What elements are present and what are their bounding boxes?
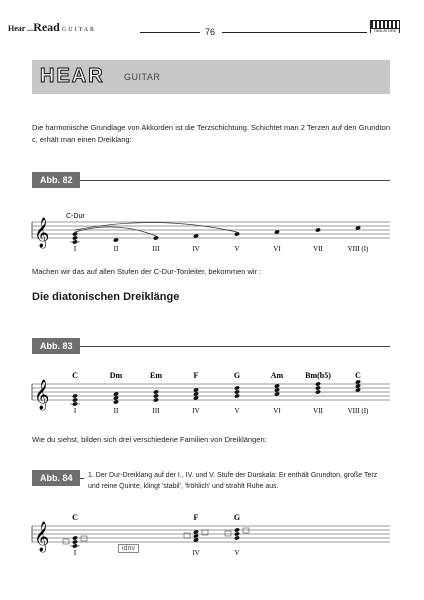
logo-text: TABLATURE (371, 28, 399, 33)
triad-3-fifth (153, 389, 159, 394)
degree-82-8: VIII (I) (347, 245, 369, 253)
scale-note-7 (315, 227, 321, 232)
degree-82-3: III (152, 245, 160, 253)
degree-84-3: V (234, 549, 240, 557)
triad-1-root (72, 401, 78, 406)
brand-read: Read (33, 20, 60, 34)
chord-symbol-83-4: F (193, 371, 199, 380)
triad-5-fifth (234, 385, 240, 390)
degree-82-1: I (73, 245, 77, 253)
degree-83-3: III (152, 407, 160, 415)
major-triad-3-root (234, 535, 240, 540)
brand-guitar: GUITAR (61, 27, 97, 33)
degree-83-7: VII (313, 407, 323, 415)
key-label: C-Dur (66, 213, 85, 220)
figure-label-84: Abb. 84 (32, 470, 80, 486)
degree-82-6: VI (273, 245, 281, 253)
chord-symbol-83-8: C (355, 371, 361, 380)
major-triad-1-root (72, 543, 78, 548)
paragraph-after-82: Machen wir das auf allen Stufen der C-Dur-Tonleiter, bekommen wir : (32, 267, 262, 276)
intro-paragraph: Die harmonische Grundlage von Akkorden ist die Terzschichtung. Schichtet man 2 Terzen auf den Grundton c, erhält man einen Dreiklang: (32, 123, 390, 144)
banner-subtitle: GUITAR (124, 72, 161, 82)
interval-box-left (63, 539, 69, 544)
root-stack-third (72, 235, 78, 240)
chord-symbol-83-2: Dm (109, 371, 123, 380)
interval-box-right (81, 536, 87, 541)
major-triad-3-fifth (234, 527, 240, 532)
triad-1-third (72, 397, 78, 402)
degree-83-8: VIII (I) (347, 407, 369, 415)
scale-note-3 (153, 235, 159, 240)
chord-symbol-83-5: G (233, 371, 241, 380)
banner-title: HEAR (40, 65, 105, 87)
treble-clef-icon: 𝄞 (34, 218, 50, 248)
chord-symbol-83-3: Em (150, 371, 162, 380)
triad-3-third (153, 393, 159, 398)
degree-82-5: V (234, 245, 240, 253)
major-triad-1-fifth (72, 535, 78, 540)
chord-symbol-83-6: Am (270, 371, 284, 380)
root-stack-fifth (72, 231, 78, 236)
degree-84-1: I (73, 549, 77, 557)
major-triad-3-third (234, 531, 240, 536)
scale-note-5 (234, 231, 240, 236)
degree-82-4: IV (192, 245, 200, 253)
chord-symbol-83-7: Bm(b5) (305, 371, 331, 380)
major-triad-1-third (72, 539, 78, 544)
degree-83-4: IV (192, 407, 200, 415)
triad-5-third (234, 389, 240, 394)
degree-83-1: I (73, 407, 77, 415)
interval-box-right (243, 528, 249, 533)
chord-symbol-84-3: G (233, 513, 241, 522)
arc-to-third (75, 227, 156, 236)
triad-3-root (153, 397, 159, 402)
figure-label-82: Abb. 82 (32, 172, 80, 188)
watermark: idnv (118, 544, 139, 553)
degree-83-2: II (113, 407, 119, 415)
triad-1-fifth (72, 393, 78, 398)
section-heading: Die diatonischen Dreiklänge (32, 291, 180, 303)
degree-83-5: V (234, 407, 240, 415)
page-number: 76 (205, 27, 216, 37)
treble-clef-icon: 𝄞 (34, 380, 50, 410)
triad-5-root (234, 393, 240, 398)
interval-box-left (225, 531, 231, 536)
triad-7-third (315, 385, 321, 390)
degree-82-2: II (113, 245, 119, 253)
treble-clef-icon: 𝄞 (34, 522, 50, 552)
brand-prefix: Hear ... (8, 24, 34, 33)
chord-symbol-84-2: F (193, 513, 199, 522)
degree-82-7: VII (313, 245, 323, 253)
figure-label-83: Abb. 83 (32, 338, 80, 354)
chord-symbol-83-1: C (72, 371, 78, 380)
figure-84-description: 1. Der Dur-Dreiklang auf der I., IV. und V. Stufe der Durskala: Er enthält Grundton, große Terz und reine Quinte, klingt 'stabil', 'fröhlich' und strahlt Ruhe aus. (88, 472, 378, 490)
paragraph-after-83: Wie du siehst, bilden sich drei verschiedene Familien von Dreiklängen: (32, 435, 267, 444)
degree-84-2: IV (192, 549, 200, 557)
triad-7-root (315, 389, 321, 394)
degree-83-6: VI (273, 407, 281, 415)
chord-symbol-84-1: C (72, 513, 78, 522)
triad-7-fifth (315, 381, 321, 386)
scale-note-1 (72, 239, 78, 244)
